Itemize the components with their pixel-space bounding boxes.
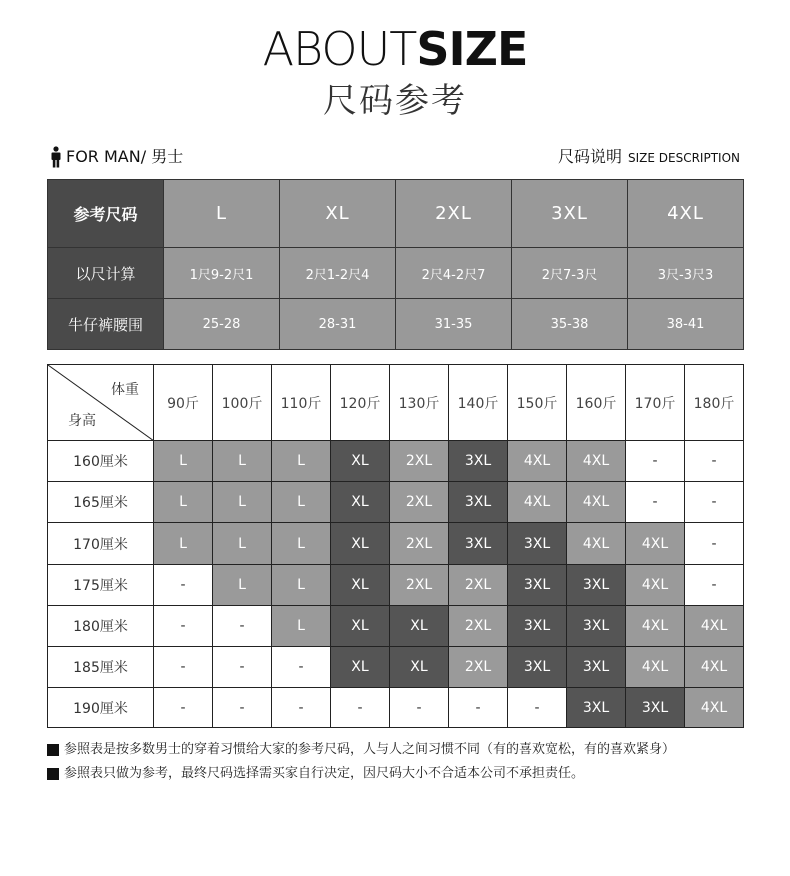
size-recommendation-cell: - bbox=[154, 688, 213, 728]
size-recommendation-cell: 3XL bbox=[449, 441, 508, 482]
table-row bbox=[48, 482, 744, 523]
size-recommendation-cell: 2XL bbox=[390, 565, 449, 606]
size-col-header: L bbox=[164, 180, 280, 248]
size-recommendation-cell: 2XL bbox=[449, 606, 508, 647]
size-header-row bbox=[48, 180, 744, 248]
table-row bbox=[48, 647, 744, 688]
weight-header: 180斤 bbox=[685, 365, 744, 441]
size-recommendation-cell: 2XL bbox=[390, 441, 449, 482]
size-recommendation-cell: L bbox=[154, 482, 213, 523]
size-description bbox=[558, 145, 740, 170]
diagonal-line bbox=[48, 365, 154, 441]
size-cell: 3尺-3尺3 bbox=[628, 248, 744, 299]
size-recommendation-cell: L bbox=[213, 523, 272, 565]
size-reference-table bbox=[47, 179, 744, 350]
size-recommendation-cell: 4XL bbox=[626, 606, 685, 647]
size-recommendation-cell: - bbox=[685, 565, 744, 606]
row-label: 牛仔裤腰围 bbox=[48, 299, 164, 350]
size-recommendation-cell: 3XL bbox=[508, 523, 567, 565]
size-cell: 28-31 bbox=[280, 299, 396, 350]
size-recommendation-cell: - bbox=[685, 523, 744, 565]
table-row bbox=[48, 565, 744, 606]
size-col-header: 2XL bbox=[396, 180, 512, 248]
size-recommendation-cell: 3XL bbox=[567, 565, 626, 606]
weight-header: 150斤 bbox=[508, 365, 567, 441]
size-cell: 31-35 bbox=[396, 299, 512, 350]
size-recommendation-cell: - bbox=[272, 647, 331, 688]
size-cell: 35-38 bbox=[512, 299, 628, 350]
size-recommendation-cell: L bbox=[272, 565, 331, 606]
title-about: ABOUT bbox=[262, 22, 417, 76]
page-title-en bbox=[0, 22, 790, 76]
size-recommendation-cell: 2XL bbox=[390, 523, 449, 565]
size-recommendation-cell: 4XL bbox=[508, 482, 567, 523]
size-cell: 2尺1-2尺4 bbox=[280, 248, 396, 299]
size-col-header: 4XL bbox=[628, 180, 744, 248]
size-desc-en: SIZE DESCRIPTION bbox=[628, 151, 740, 165]
size-recommendation-cell: - bbox=[449, 688, 508, 728]
table-row bbox=[48, 688, 744, 728]
weight-header: 130斤 bbox=[390, 365, 449, 441]
height-weight-chart bbox=[47, 364, 744, 728]
size-recommendation-cell: XL bbox=[331, 565, 390, 606]
size-recommendation-cell: 4XL bbox=[626, 523, 685, 565]
size-recommendation-cell: 3XL bbox=[567, 688, 626, 728]
size-recommendation-cell: 3XL bbox=[508, 647, 567, 688]
weight-header: 100斤 bbox=[213, 365, 272, 441]
size-recommendation-cell: 3XL bbox=[567, 606, 626, 647]
size-recommendation-cell: 4XL bbox=[685, 688, 744, 728]
size-recommendation-cell: - bbox=[626, 482, 685, 523]
notes bbox=[47, 738, 675, 786]
size-cell: 38-41 bbox=[628, 299, 744, 350]
size-recommendation-cell: XL bbox=[390, 606, 449, 647]
size-recommendation-cell: 4XL bbox=[685, 606, 744, 647]
size-recommendation-cell: L bbox=[213, 441, 272, 482]
height-label: 175厘米 bbox=[48, 565, 154, 606]
size-recommendation-cell: - bbox=[213, 688, 272, 728]
size-recommendation-cell: XL bbox=[331, 441, 390, 482]
size-recommendation-cell: - bbox=[626, 441, 685, 482]
for-man-text: FOR MAN/ 男士 bbox=[66, 147, 184, 166]
size-recommendation-cell: - bbox=[213, 606, 272, 647]
size-recommendation-cell: 4XL bbox=[567, 482, 626, 523]
size-recommendation-cell: - bbox=[685, 482, 744, 523]
weight-header: 160斤 bbox=[567, 365, 626, 441]
size-recommendation-cell: 4XL bbox=[626, 565, 685, 606]
height-label: 165厘米 bbox=[48, 482, 154, 523]
size-recommendation-cell: 4XL bbox=[685, 647, 744, 688]
size-recommendation-cell: - bbox=[154, 647, 213, 688]
size-recommendation-cell: 3XL bbox=[449, 482, 508, 523]
size-header-label: 参考尺码 bbox=[48, 180, 164, 248]
size-recommendation-cell: 3XL bbox=[626, 688, 685, 728]
note-text: 参照表只做为参考，最终尺码选择需买家自行决定，因尺码大小不合适本公司不承担责任。 bbox=[64, 766, 585, 781]
height-label: 170厘米 bbox=[48, 523, 154, 565]
size-recommendation-cell: 3XL bbox=[508, 565, 567, 606]
size-recommendation-cell: 3XL bbox=[508, 606, 567, 647]
size-recommendation-cell: XL bbox=[331, 606, 390, 647]
note-item bbox=[47, 762, 675, 786]
size-recommendation-cell: L bbox=[154, 441, 213, 482]
size-recommendation-cell: - bbox=[390, 688, 449, 728]
size-recommendation-cell: L bbox=[154, 523, 213, 565]
size-recommendation-cell: - bbox=[331, 688, 390, 728]
weight-header: 170斤 bbox=[626, 365, 685, 441]
size-recommendation-cell: L bbox=[272, 606, 331, 647]
height-label: 190厘米 bbox=[48, 688, 154, 728]
weight-header: 120斤 bbox=[331, 365, 390, 441]
bullet-square-icon bbox=[47, 768, 59, 780]
size-recommendation-cell: L bbox=[272, 523, 331, 565]
size-recommendation-cell: - bbox=[685, 441, 744, 482]
table-row bbox=[48, 606, 744, 647]
size-recommendation-cell: - bbox=[154, 606, 213, 647]
size-recommendation-cell: XL bbox=[390, 647, 449, 688]
size-recommendation-cell: 4XL bbox=[567, 441, 626, 482]
weight-header-row bbox=[48, 365, 744, 441]
chart-body bbox=[48, 441, 744, 728]
size-recommendation-cell: - bbox=[213, 647, 272, 688]
corner-height-label: 身高 bbox=[68, 413, 96, 429]
size-recommendation-cell: L bbox=[213, 482, 272, 523]
size-col-header: 3XL bbox=[512, 180, 628, 248]
size-recommendation-cell: 3XL bbox=[449, 523, 508, 565]
size-recommendation-cell: 2XL bbox=[449, 565, 508, 606]
weight-header: 140斤 bbox=[449, 365, 508, 441]
corner-cell bbox=[48, 365, 154, 441]
height-label: 160厘米 bbox=[48, 441, 154, 482]
size-recommendation-cell: - bbox=[508, 688, 567, 728]
size-recommendation-cell: 3XL bbox=[567, 647, 626, 688]
size-recommendation-cell: XL bbox=[331, 647, 390, 688]
size-recommendation-cell: 2XL bbox=[449, 647, 508, 688]
table-row bbox=[48, 441, 744, 482]
height-label: 185厘米 bbox=[48, 647, 154, 688]
table-row bbox=[48, 523, 744, 565]
size-col-header: XL bbox=[280, 180, 396, 248]
size-recommendation-cell: XL bbox=[331, 482, 390, 523]
height-label: 180厘米 bbox=[48, 606, 154, 647]
size-recommendation-cell: - bbox=[154, 565, 213, 606]
size-cell: 2尺4-2尺7 bbox=[396, 248, 512, 299]
weight-header: 90斤 bbox=[154, 365, 213, 441]
size-recommendation-cell: L bbox=[272, 441, 331, 482]
size-cell: 25-28 bbox=[164, 299, 280, 350]
size-recommendation-cell: L bbox=[213, 565, 272, 606]
page-title-cn: 尺码参考 bbox=[323, 81, 467, 121]
size-cell: 1尺9-2尺1 bbox=[164, 248, 280, 299]
size-recommendation-cell: 4XL bbox=[626, 647, 685, 688]
note-text: 参照表是按多数男士的穿着习惯给大家的参考尺码，人与人之间习惯不同（有的喜欢宽松，有的喜欢紧身） bbox=[64, 742, 676, 757]
size-recommendation-cell: - bbox=[272, 688, 331, 728]
title-size: SIZE bbox=[416, 22, 528, 76]
size-row-chi bbox=[48, 248, 744, 299]
size-recommendation-cell: XL bbox=[331, 523, 390, 565]
size-desc-cn: 尺码说明 bbox=[557, 147, 622, 166]
size-recommendation-cell: L bbox=[272, 482, 331, 523]
size-recommendation-cell: 4XL bbox=[508, 441, 567, 482]
size-cell: 2尺7-3尺 bbox=[512, 248, 628, 299]
row-label: 以尺计算 bbox=[48, 248, 164, 299]
corner-weight-label: 体重 bbox=[111, 382, 139, 398]
note-item bbox=[47, 738, 675, 762]
size-recommendation-cell: 2XL bbox=[390, 482, 449, 523]
weight-header: 110斤 bbox=[272, 365, 331, 441]
for-man-label bbox=[50, 145, 183, 169]
size-row-waist bbox=[48, 299, 744, 350]
size-recommendation-cell: 4XL bbox=[567, 523, 626, 565]
man-icon bbox=[50, 146, 62, 168]
bullet-square-icon bbox=[47, 744, 59, 756]
